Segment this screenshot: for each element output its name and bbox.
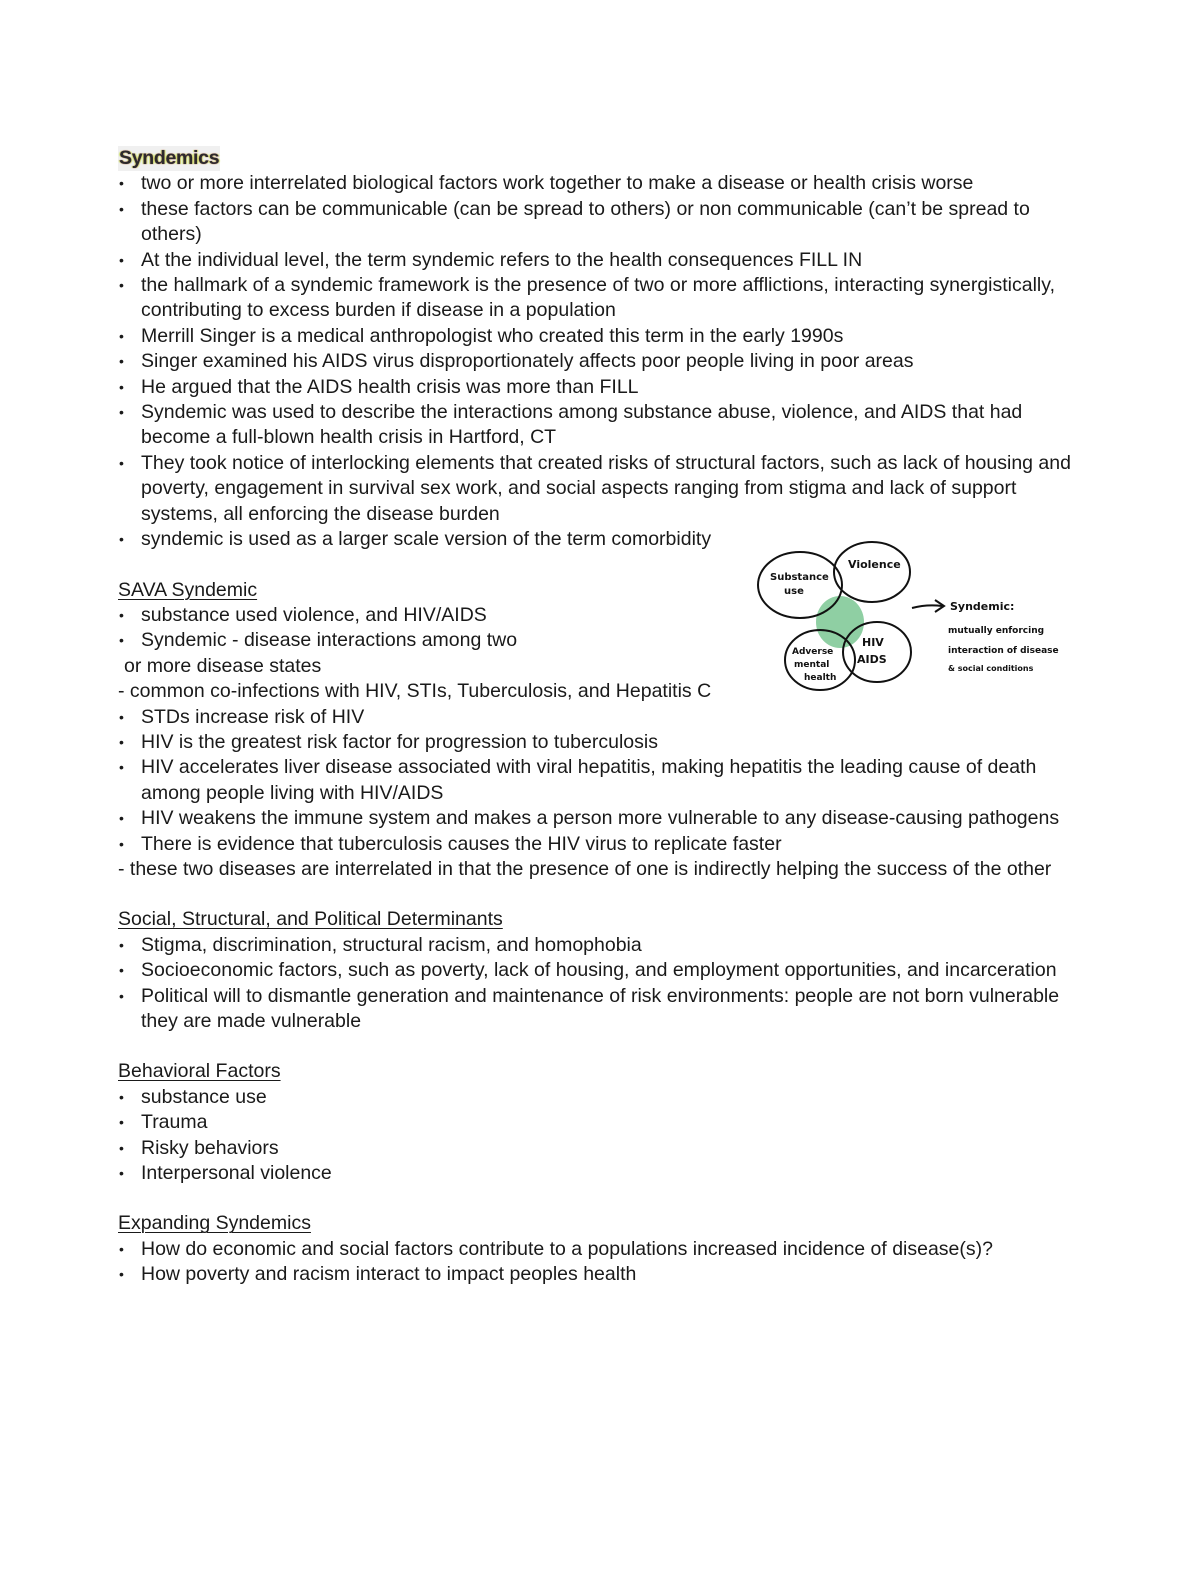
notes-page — [118, 146, 1088, 1288]
note-line-3: & social conditions — [948, 664, 1034, 673]
list-item: • Syndemic - disease interactions among two — [118, 628, 1088, 653]
list-item: • substance use — [118, 1085, 1088, 1110]
list-item: • They took notice of interlocking elements that created risks of structural factors, such as lack of housing and poverty, engagement in survival sex work, and social aspects ranging from stigma and lack of support systems, all enforcing the disease burden — [118, 451, 1088, 527]
heading-behavioral: Behavioral Factors — [118, 1060, 281, 1083]
determinants-bullets — [118, 933, 1088, 1035]
list-item: • HIV weakens the immune system and makes a person more vulnerable to any disease-causing pathogens — [118, 806, 1088, 831]
heading-sava: SAVA Syndemic — [118, 578, 258, 601]
section-expanding — [118, 1211, 1088, 1287]
label-substance-1: Substance — [770, 572, 829, 583]
closing-line: - these two diseases are interrelated in that the presence of one is indirectly helping the success of the other — [118, 857, 1052, 880]
label-violence: Violence — [848, 558, 901, 571]
list-item: • Syndemic was used to describe the interactions among substance abuse, violence, and AIDS that had become a full-blown health crisis in Hartford, CT — [118, 400, 1088, 451]
list-item: • Trauma — [118, 1110, 1088, 1135]
list-item: • How poverty and racism interact to impact peoples health — [118, 1262, 1088, 1287]
label-substance-2: use — [784, 586, 804, 597]
section-behavioral — [118, 1059, 1088, 1186]
list-item: • syndemic is used as a larger scale version of the term comorbidity — [118, 527, 1088, 552]
dash-line: - common co-infections with HIV, STIs, Tuberculosis, and Hepatitis C — [118, 680, 712, 703]
behavioral-bullets — [118, 1085, 1088, 1187]
sava-bullets — [118, 705, 1088, 857]
circle-violence — [834, 542, 910, 602]
heading-determinants: Social, Structural, and Political Determinants — [118, 908, 503, 931]
label-hiv-1: HIV — [862, 636, 884, 649]
list-item: • substance used violence, and HIV/AIDS — [118, 603, 1088, 628]
syndemic-sketch — [752, 530, 1097, 695]
note-line-1: mutually enforcing — [948, 626, 1045, 636]
list-item: • Merrill Singer is a medical anthropologist who created this term in the early 1990s — [118, 324, 1088, 349]
label-hiv-2: AIDS — [857, 653, 887, 666]
circle-substance — [758, 552, 842, 618]
label-adverse-2: mental — [794, 660, 830, 670]
list-item: • Socioeconomic factors, such as poverty, lack of housing, and employment opportunities, and incarceration — [118, 958, 1088, 983]
label-adverse-1: Adverse — [792, 647, 834, 657]
list-item: • There is evidence that tuberculosis causes the HIV virus to replicate faster — [118, 832, 1088, 857]
heading-expanding: Expanding Syndemics — [118, 1212, 311, 1235]
list-item: • two or more interrelated biological factors work together to make a disease or health crisis worse — [118, 171, 1088, 196]
section-syndemics — [118, 146, 1088, 553]
list-item: • these factors can be communicable (can be spread to others) or non communicable (can’t be spread to others) — [118, 197, 1088, 248]
expanding-bullets — [118, 1237, 1088, 1288]
heading-syndemics: Syndemics — [118, 146, 220, 171]
syndemics-bullets — [118, 171, 1088, 552]
note-title: Syndemic: — [950, 600, 1015, 613]
list-item: • Interpersonal violence — [118, 1161, 1088, 1186]
list-item: • STDs increase risk of HIV — [118, 705, 1088, 730]
list-item: • Stigma, discrimination, structural racism, and homophobia — [118, 933, 1088, 958]
note-line-2: interaction of disease — [948, 646, 1059, 656]
list-item: • HIV accelerates liver disease associated with viral hepatitis, making hepatitis the leading cause of death among people living with HIV/AIDS — [118, 755, 1088, 806]
section-determinants — [118, 907, 1088, 1034]
list-item: • Singer examined his AIDS virus disproportionately affects poor people living in poor areas — [118, 349, 1088, 374]
list-item: • At the individual level, the term syndemic refers to the health consequences FILL IN — [118, 248, 1088, 273]
list-item: • HIV is the greatest risk factor for progression to tuberculosis — [118, 730, 1088, 755]
list-item: • How do economic and social factors contribute to a populations increased incidence of disease(s)? — [118, 1237, 1088, 1262]
label-adverse-3: health — [804, 673, 837, 683]
list-item: • the hallmark of a syndemic framework is the presence of two or more afflictions, interacting synergistically, contributing to excess burden if disease in a population — [118, 273, 1088, 324]
arrow-line — [912, 605, 942, 608]
list-item: • Risky behaviors — [118, 1136, 1088, 1161]
overlap-blob — [816, 596, 864, 648]
list-item: • Political will to dismantle generation and maintenance of risk environments: people are not born vulnerable they are made vulnerable — [118, 984, 1088, 1035]
continuation-line: or more disease states — [124, 654, 322, 677]
list-item: • He argued that the AIDS health crisis was more than FILL — [118, 375, 1088, 400]
